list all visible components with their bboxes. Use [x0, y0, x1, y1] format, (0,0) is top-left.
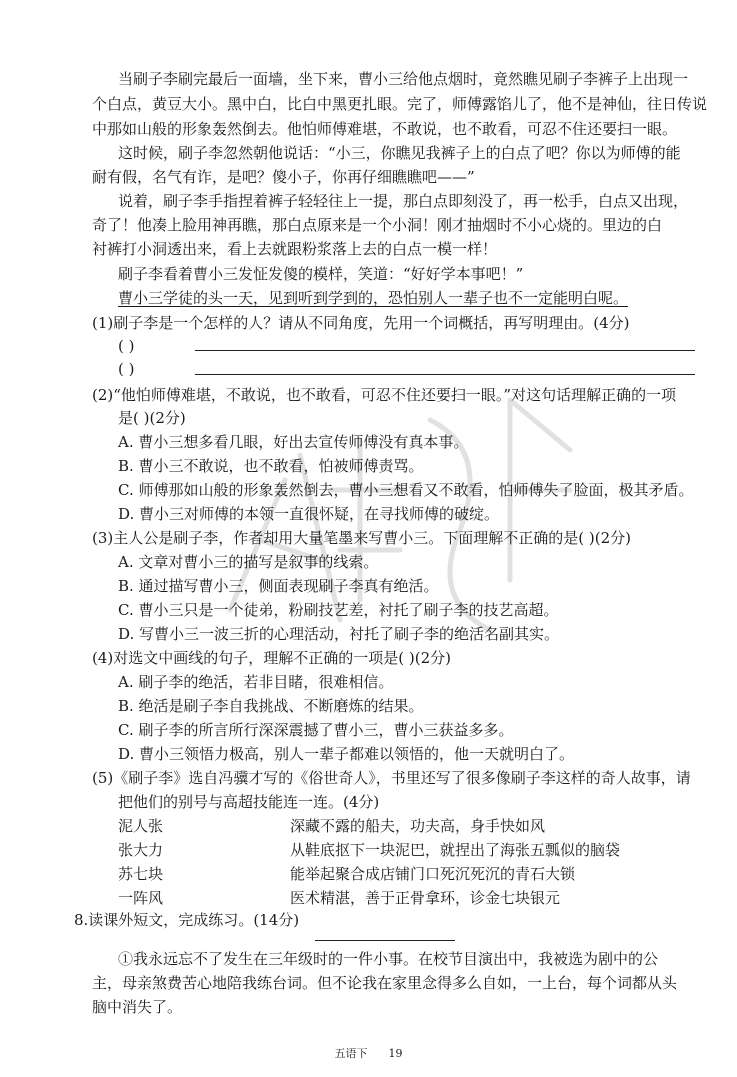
question-5-stem-cont: 把他们的别号与高超技能连一连。(4分) [118, 793, 380, 811]
question-1-stem: (1)刷子李是一个怎样的人？请从不同角度，先用一个词概括，再写明理由。(4分) [92, 314, 630, 332]
passage-line-6: 说着，刷子李手指捏着裤子轻轻往上一提，那白点即刻没了，再一松手，白点又出现， [118, 192, 689, 210]
footer-subject: 五语下 [334, 1047, 368, 1060]
match-skill-2: 从鞋底抠下一块泥巴，就捏出了海张五瓢似的脑袋 [290, 841, 621, 859]
q1-paren-2: ( ) [118, 360, 135, 378]
question-2-stem-cont: 是( )(2分) [118, 409, 186, 427]
q2-option-d: D. 曹小三对师傅的本领一直很怀疑，在寻找师傅的破绽。 [118, 505, 500, 523]
reading-paragraph-line-3: 脑中消失了。 [92, 998, 183, 1016]
match-name-4: 一阵风 [118, 889, 164, 907]
page-footer [0, 1047, 737, 1061]
match-name-1: 泥人张 [118, 817, 164, 835]
q1-answer-line-2[interactable] [195, 374, 695, 375]
q2-option-a: A. 曹小三想多看几眼，好出去宣传师傅没有真本事。 [118, 433, 469, 451]
page-number: 19 [388, 1047, 403, 1060]
match-skill-4: 医术精湛，善于正骨拿环，诊金七块银元 [290, 889, 561, 907]
passage-line-5: 耐有假，名气有诈，是吧？傻小子，你再仔细瞧瞧吧——” [92, 168, 475, 186]
question-3-stem: (3)主人公是刷子李，作者却用大量笔墨来写曹小三。下面理解不正确的是( )(2分) [92, 529, 631, 547]
passage-line-3: 中那如山般的形象轰然倒去。他怕师傅难堪，不敢说，也不敢看，可忍不住还要扫一眼。 [92, 120, 678, 138]
passage-line-8: 衬裤打小洞透出来，看上去就跟粉浆落上去的白点一模一样！ [92, 240, 498, 258]
passage-line-4: 这时候，刷子李忽然朝他说话：“小三，你瞧见我裤子上的白点了吧？你以为师傅的能 [118, 144, 681, 162]
q3-option-c: C. 曹小三只是一个徒弟，粉刷技艺差，衬托了刷子李的技艺高超。 [118, 601, 559, 619]
q3-option-d: D. 写曹小三一波三折的心理活动，衬托了刷子李的绝活名副其实。 [118, 625, 560, 643]
question-8-title: 8.读课外短文，完成练习。(14分) [74, 911, 300, 929]
underlined-sentence: 曹小三学徒的头一天，见到听到学到的，恐怕别人一辈子也不一定能明白呢。 [118, 289, 629, 307]
q4-option-b: B. 绝活是刷子李自我挑战、不断磨炼的结果。 [118, 697, 424, 715]
passage-line-9: 刷子李看着曹小三发怔发傻的模样，笑道：“好好学本事吧！” [118, 265, 524, 283]
q2-option-b: B. 曹小三不敢说，也不敢看，怕被师傅责骂。 [118, 457, 424, 475]
q1-answer-line-1[interactable] [195, 350, 695, 351]
q3-option-b: B. 通过描写曹小三，侧面表现刷子李真有绝活。 [118, 577, 439, 595]
question-2-stem: (2)“他怕师傅难堪，不敢说，也不敢看，可忍不住还要扫一眼。”对这句话理解正确的一项 [92, 386, 677, 404]
q1-paren-1: ( ) [118, 337, 135, 355]
q2-option-c: C. 师傅那如山般的形象轰然倒去，曹小三想看又不敢看，怕师傅失了脸面，极其矛盾。 [118, 481, 694, 499]
match-skill-3: 能举起聚合成店铺门口死沉死沉的青石大锁 [290, 865, 576, 883]
question-4-stem: (4)对选文中画线的句子，理解不正确的一项是( )(2分) [92, 649, 451, 667]
q4-option-d: D. 曹小三领悟力极高，别人一辈子都难以领悟的，他一天就明白了。 [118, 745, 575, 763]
match-skill-1: 深藏不露的船夫，功夫高，身手快如风 [290, 817, 546, 835]
question-5-stem: (5)《刷子李》选自冯骥才写的《俗世奇人》，书里还写了很多像刷子李这样的奇人故事，请 [92, 769, 691, 787]
passage-line-1: 当刷子李刷完最后一面墙，坐下来，曹小三给他点烟时，竟然瞧见刷子李裤子上出现一 [118, 70, 689, 88]
passage-line-2: 个白点，黄豆大小。黑中白，比白中黑更扎眼。完了，师傅露馅儿了，他不是神仙，往日传说 [92, 95, 708, 113]
section-divider [315, 940, 455, 941]
match-name-2: 张大力 [118, 841, 164, 859]
reading-paragraph-line-2: 主，母亲煞费苦心地陪我练台词。但不论我在家里念得多么自如，一上台，每个词都从头 [92, 974, 678, 992]
q3-option-a: A. 文章对曹小三的描写是叙事的线索。 [118, 553, 379, 571]
q4-option-a: A. 刷子李的绝活，若非目睹，很难相信。 [118, 673, 394, 691]
match-name-3: 苏七块 [118, 865, 164, 883]
reading-paragraph-line-1: ①我永远忘不了发生在三年级时的一件小事。在校节目演出中，我被选为剧中的公 [118, 950, 659, 968]
q4-option-c: C. 刷子李的所言所行深深震撼了曹小三，曹小三获益多多。 [118, 721, 514, 739]
passage-line-7: 奇了！他凑上脸用神再瞧，那白点原来是一个小洞！刚才抽烟时不小心烧的。里边的白 [92, 216, 663, 234]
